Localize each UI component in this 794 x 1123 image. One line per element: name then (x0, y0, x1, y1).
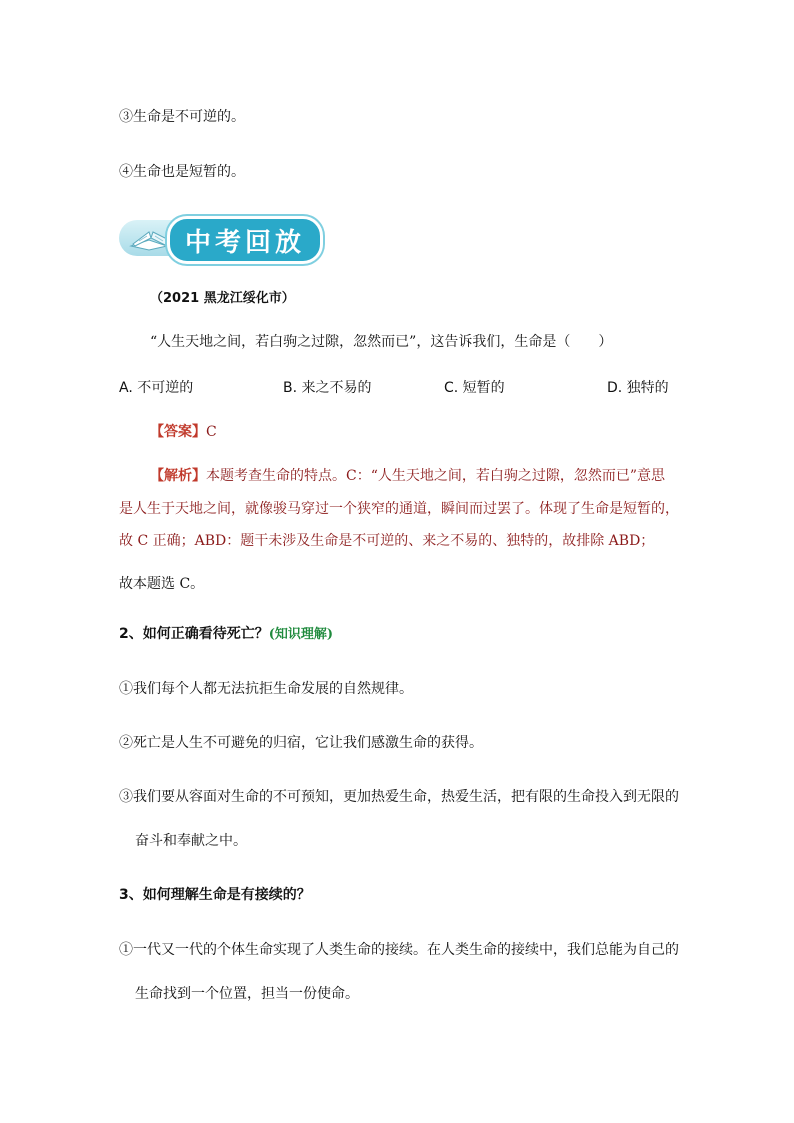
section-2-heading (119, 624, 333, 645)
option-c: C. 短暂的 (444, 380, 505, 396)
option-a: A. 不可逆的 (119, 380, 194, 396)
point-4: ④生命也是短暂的。 (119, 164, 245, 180)
analysis-label: 【解析】 (150, 468, 206, 484)
section-2-item-3-line-1: ③我们要从容面对生命的不可预知，更加热爱生命，热爱生活，把有限的生命投入到无限的 (119, 789, 679, 805)
section-3-item-1-line-1: ①一代又一代的个体生命实现了人类生命的接续。在人类生命的接续中，我们总能为自己的 (119, 942, 679, 958)
answer-line (150, 422, 217, 442)
conclusion: 故本题选 C。 (119, 576, 205, 592)
knowledge-tag: (知识理解) (268, 627, 334, 642)
section-2-item-2: ②死亡是人生不可避免的归宿，它让我们感激生命的获得。 (119, 735, 483, 751)
option-b: B. 来之不易的 (283, 380, 372, 396)
point-3: ③生命是不可逆的。 (119, 109, 245, 125)
banner-title-box (167, 216, 323, 264)
section-2-item-3-line-2: 奋斗和奉献之中。 (135, 833, 247, 849)
analysis-text-1: 本题考查生命的特点。C：“人生天地之间，若白驹之过隙，忽然而已”意思 (206, 468, 666, 484)
section-2-item-1: ①我们每个人都无法抗拒生命发展的自然规律。 (119, 681, 413, 697)
banner-title: 中考回放 (184, 228, 305, 258)
question-stem: “人生天地之间，若白驹之过隙，忽然而已”，这告诉我们，生命是（ ） (150, 334, 613, 350)
exam-review-banner (119, 212, 319, 262)
analysis-line-1 (150, 466, 665, 486)
section-2-title: 2、如何正确看待死亡？ (119, 626, 269, 642)
analysis-line-2: 是人生于天地之间，就像骏马穿过一个狭窄的通道，瞬间而过罢了。体现了生命是短暂的， (119, 501, 679, 517)
option-d: D. 独特的 (607, 380, 669, 396)
question-source: （2021 黑龙江绥化市） (150, 291, 295, 306)
section-3-item-1-line-2: 生命找到一个位置，担当一份使命。 (135, 986, 359, 1002)
answer-value: C (206, 424, 217, 440)
section-3-heading: 3、如何理解生命是有接续的？ (119, 887, 311, 903)
analysis-line-3: 故 C 正确；ABD：题干未涉及生命是不可逆的、来之不易的、独特的，故排除 ABD； (119, 533, 655, 549)
answer-label: 【答案】 (150, 424, 206, 440)
